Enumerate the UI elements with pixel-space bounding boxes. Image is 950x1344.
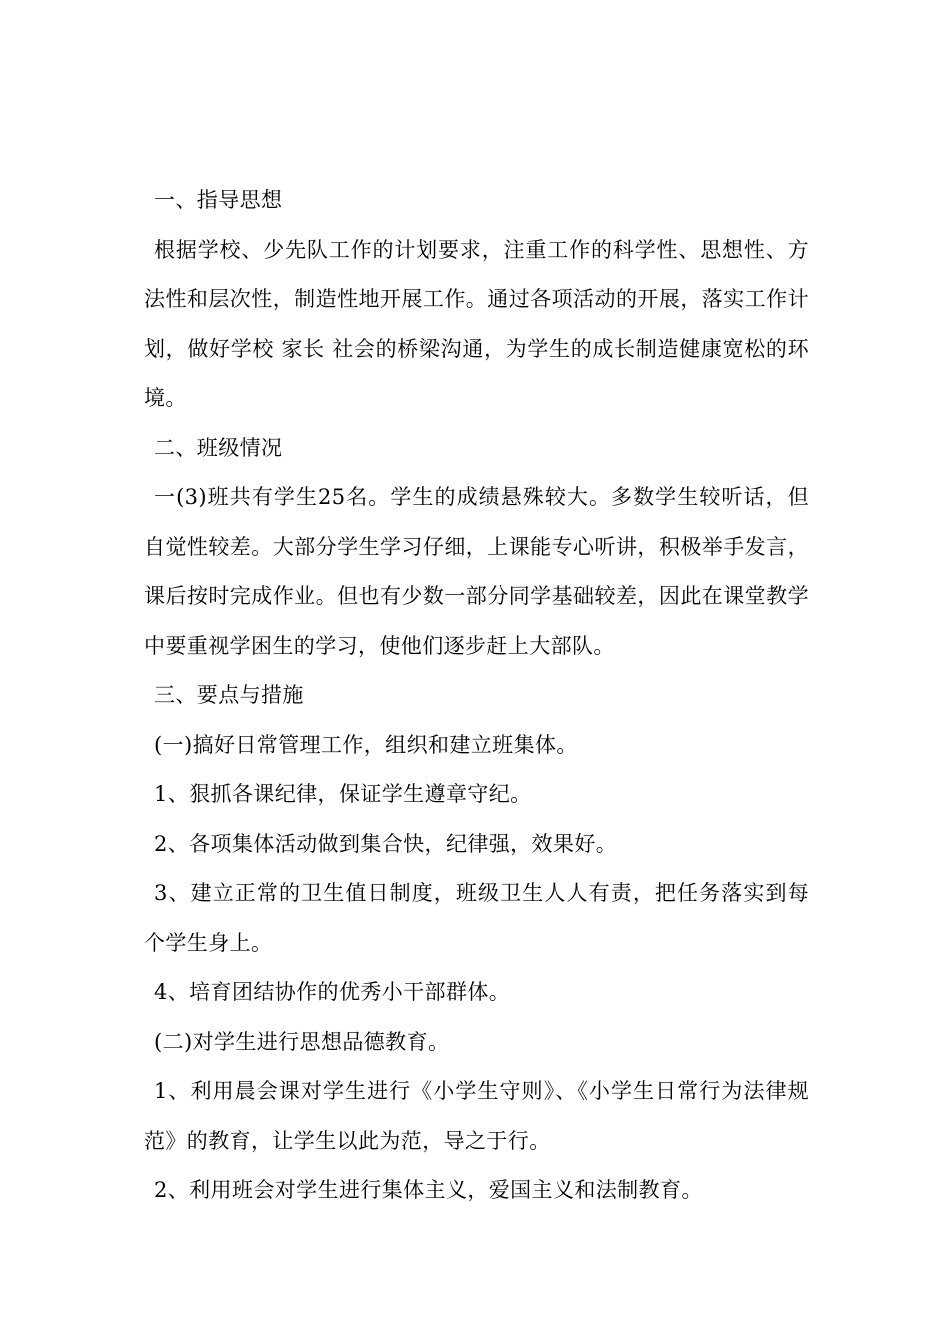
list-item: 1、利用晨会课对学生进行《小学生守则》、《小学生日常行为法律规范》的教育，让学生以此为范，导之于行。 [144, 1079, 809, 1153]
subsection-heading-moral-education: (二)对学生进行思想品德教育。 [154, 1029, 450, 1054]
list-item: 4、培育团结协作的优秀小干部群体。 [154, 980, 511, 1004]
list-item: 1、狠抓各课纪律，保证学生遵章守纪。 [154, 782, 532, 806]
subsection-heading-daily-management: (一)搞好日常管理工作，组织和建立班集体。 [154, 732, 578, 757]
section-heading-class-situation: 二、班级情况 [154, 435, 283, 460]
section-heading-guiding-ideology: 一、指导思想 [154, 188, 283, 212]
list-item: 3、建立正常的卫生值日制度，班级卫生人人有责，把任务落实到每个学生身上。 [144, 881, 809, 955]
list-item: 2、各项集体活动做到集合快，纪律强，效果好。 [154, 831, 618, 856]
document-body [144, 176, 809, 1216]
paragraph-guiding-ideology: 根据学校、少先队工作的计划要求，注重工作的科学性、思想性、方法性和层次性，制造性地开展工作。通过各项活动的开展，落实工作计划，做好学校 家长 社会的桥梁沟通，为学生的成长制造健康宽松的环境。 [144, 237, 809, 410]
list-item: 2、利用班会对学生进行集体主义，爱国主义和法制教育。 [154, 1178, 703, 1202]
section-heading-key-points: 三、要点与措施 [154, 683, 304, 707]
paragraph-class-situation: 一(3)班共有学生25名。学生的成绩悬殊较大。多数学生较听话，但自觉性较差。大部分学生学习仔细，上课能专心听讲，积极举手发言，课后按时完成作业。但也有少数一部分同学基础较差，因此在课堂教学中要重视学困生的学习，使他们逐步赶上大部队。 [144, 485, 809, 658]
